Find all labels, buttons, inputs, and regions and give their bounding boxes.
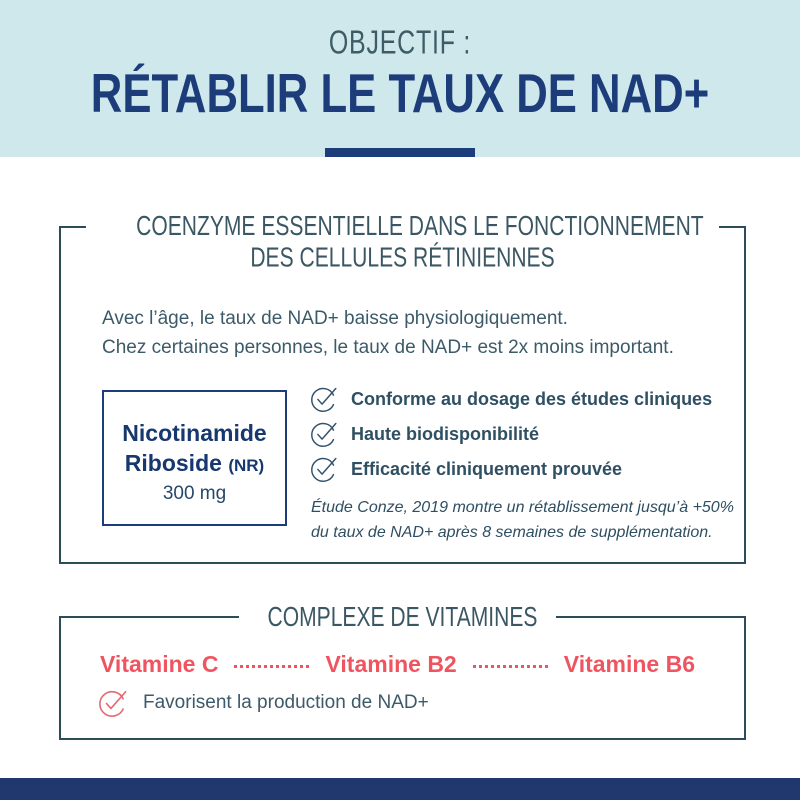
section-coenzyme-title bbox=[136, 210, 704, 273]
ingredient-abbreviation: (NR) bbox=[228, 456, 265, 475]
vitamin-label: Vitamine B2 bbox=[325, 651, 457, 677]
ingredient-name bbox=[104, 418, 285, 481]
vitamin-label: Vitamine C bbox=[100, 651, 219, 677]
page-title: RÉTABLIR LE TAUX DE NAD+ bbox=[90, 63, 710, 125]
check-circle-icon bbox=[309, 455, 339, 483]
objective-kicker: OBJECTIF : bbox=[328, 23, 472, 61]
ingredient-dose: 300 mg bbox=[162, 483, 227, 504]
intro-line1: Avec l’âge, le taux de NAD+ baisse physiologiquement. bbox=[102, 308, 568, 329]
section-coenzyme bbox=[59, 210, 746, 564]
check-circle-icon bbox=[309, 385, 339, 413]
study-note-line2: du taux de NAD+ après 8 semaines de supplémentation. bbox=[311, 524, 713, 541]
vitamin-benefit-label: Favorisent la production de NAD+ bbox=[143, 692, 429, 713]
study-note-line1: Étude Conze, 2019 montre un rétablissement jusqu’à +50% bbox=[311, 499, 734, 516]
title-underline-bar bbox=[325, 148, 475, 157]
section-vitamins bbox=[59, 601, 746, 740]
check-circle-icon bbox=[97, 688, 129, 718]
ingredient-name-line1: Nicotinamide bbox=[122, 420, 267, 446]
vitamins-row bbox=[100, 651, 695, 678]
ingredient-box bbox=[102, 390, 287, 526]
study-note bbox=[311, 495, 734, 545]
footer-bar bbox=[0, 778, 800, 800]
benefit-label: Haute biodisponibilité bbox=[351, 423, 539, 444]
intro-text bbox=[102, 304, 674, 362]
vitamin-label: Vitamine B6 bbox=[563, 651, 696, 677]
check-circle-icon bbox=[309, 420, 339, 448]
benefits-list bbox=[309, 386, 712, 491]
dotted-divider bbox=[473, 665, 548, 668]
dotted-divider bbox=[234, 665, 309, 668]
section-title-line1: COENZYME ESSENTIELLE DANS LE FONCTIONNEMENT bbox=[136, 210, 704, 241]
section-vitamins-title: COMPLEXE DE VITAMINES bbox=[267, 601, 538, 633]
border-segment bbox=[719, 226, 746, 228]
benefit-item bbox=[309, 386, 712, 412]
benefit-item bbox=[309, 421, 712, 447]
benefit-label: Efficacité cliniquement prouvée bbox=[351, 458, 623, 479]
intro-line2: Chez certaines personnes, le taux de NAD+ est 2x moins important. bbox=[102, 337, 674, 358]
vitamin-benefit bbox=[97, 688, 429, 718]
border-segment bbox=[59, 226, 86, 228]
ingredient-name-line2: Riboside (NR) bbox=[124, 450, 265, 476]
benefit-label: Conforme au dosage des études cliniques bbox=[351, 388, 713, 409]
section-title-line2: DES CELLULES RÉTINIENNES bbox=[250, 242, 555, 273]
header-band bbox=[0, 0, 800, 157]
benefit-item bbox=[309, 456, 712, 482]
